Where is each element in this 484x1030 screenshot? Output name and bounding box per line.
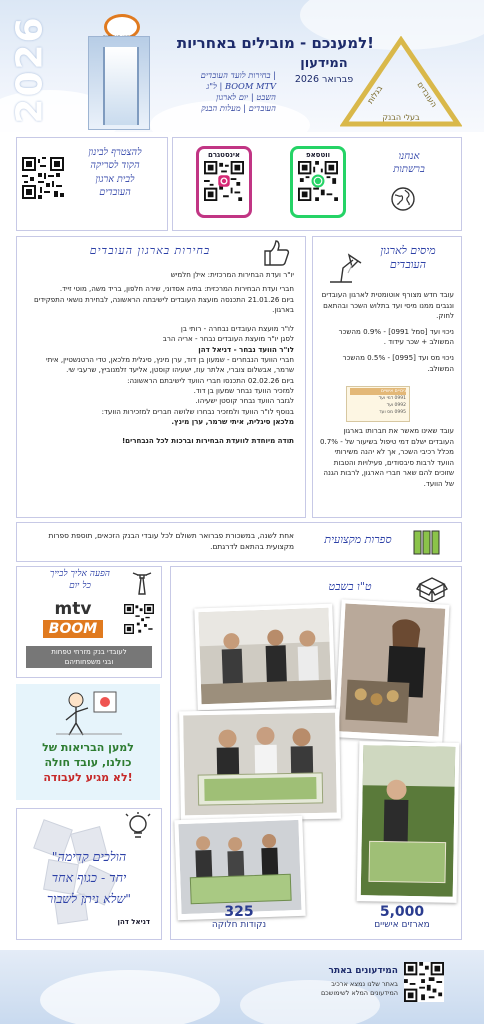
instagram-qr-code[interactable] <box>204 161 244 201</box>
instagram-card[interactable] <box>196 146 252 218</box>
gift-box-icon <box>416 572 448 602</box>
stat-label: נקודות חלוקה <box>211 920 267 930</box>
contents-line: בחירות לועד העובדים | <box>200 70 276 80</box>
tax-paragraph: עובד חדש מצורף אוטומטית לארגון העובדים ונגבים ממנו מיסי ועד בתלוש השכר ובהתאם לחוק. <box>321 290 454 321</box>
contents-line: ל"ג | BOOM MTV <box>206 81 276 91</box>
slip-row: 0995 מס ועד <box>379 410 406 415</box>
quote-line: "הולכים קדימה <box>51 849 127 864</box>
health-line: כולנו, עובד חולה <box>44 756 132 769</box>
elections-paragraph: מלכאן סיגלית, איתי שרמר, ערן מינץ. <box>171 416 294 426</box>
elections-paragraph: בנוסף לו"ר הוועד ולמזכיר נבחרו שלושה חברים למזכירות הוועד: <box>101 406 294 416</box>
join-qr-code[interactable] <box>22 157 64 199</box>
quote-line: יחד - כגוף אחד <box>51 870 127 885</box>
health-message <box>20 740 156 785</box>
triangle-logo-icon <box>340 36 462 128</box>
triangle-word: בעלי הבנק <box>382 113 420 122</box>
books-text: אחת לשנה, במשכורת פברואר תשולם לכל עובדי הבנק הזכאים, תוספת ספרות מקצועית בהתאם לדרגתם. <box>48 531 294 551</box>
quote-author: דניאל דהן <box>117 918 150 926</box>
lightbulb-icon <box>124 812 152 842</box>
tax-paragraph: ניכוי ועד [סמל 0991] - 0.9% מהשכר המשולב + שכר עידוד . <box>338 326 454 347</box>
books-icon <box>412 528 444 556</box>
elections-paragraph: לו"ר מועצת העובדים נבחרה - רותי בן <box>180 324 294 334</box>
globe-icon <box>390 186 416 212</box>
footer-title: המידעונים באתר <box>328 966 398 976</box>
elections-paragraph: ביום 21.01.26 התכנסה מועצת העובדים לישיבתה הראשונה, לבחירת נושאי התפקידים בארגון. <box>33 294 294 314</box>
join-line: לבית ארגון <box>95 173 135 185</box>
join-text <box>68 146 162 200</box>
event-photo <box>334 599 449 742</box>
tax-paragraph: ניכוי מס ועד [0995] - 0.5% מהשכר המשולב. <box>342 352 454 373</box>
health-line: לא מגיע לעבודה! <box>43 771 133 784</box>
health-line: למען הבריאות של <box>42 741 134 754</box>
event-photo <box>179 709 341 822</box>
elections-paragraph: יו"ר ועדת הבחירות המרכזית: אילן חלמיש <box>170 270 294 279</box>
triangle-word: העובדים <box>415 80 439 109</box>
contents-line: השבט | יום לארגון <box>216 92 276 102</box>
desk-lamp-icon <box>324 246 364 286</box>
contents-line: העובדים | מעלות הבנק <box>201 103 276 113</box>
stat-number: 325 <box>224 904 254 920</box>
social-title-line: ברשתות <box>393 164 425 175</box>
social-title-line: אנחנו <box>398 151 420 162</box>
mtv-caption <box>26 646 152 668</box>
quote-line: שלא ניתן לשבור" <box>46 891 132 906</box>
mtv-logo-top: mtv <box>54 599 92 619</box>
mtv-title-line: הפעה אליך לבייך <box>49 569 111 579</box>
stat-personal-packages <box>362 904 442 930</box>
event-photo <box>357 741 460 903</box>
join-line: להצטרף לבינון <box>88 147 142 158</box>
footer-text <box>286 966 398 998</box>
stat-distribution-points <box>204 904 274 930</box>
thumbs-up-icon <box>262 238 290 268</box>
elections-paragraph: לסגן יו"ר מועצת העובדים נבחר - אריה הרב <box>162 334 294 344</box>
triangle-word: בגלות <box>365 83 385 106</box>
stat-label: מארזים אישיים <box>374 920 430 930</box>
join-line: העובדים <box>99 187 131 199</box>
archive-qr-code[interactable] <box>404 962 444 1002</box>
elections-paragraph: תודה מיוחדת לוועדת הבחירות וברכות לכל הנבחרים! <box>121 436 294 446</box>
tax-body-2 <box>318 426 454 490</box>
mtv-title <box>30 568 130 592</box>
page-title: למענכם - מובילים באחריות! <box>176 34 374 52</box>
elections-paragraph: למזכיר הוועד נבחר שמעון בן דוד. <box>193 385 294 395</box>
elections-paragraph: ביום 02.02.26 התכנסו חברי הוועד לישיבתם הראשונה: <box>127 375 294 385</box>
footer-line: המידעונים המלא לשימושכם <box>320 989 398 997</box>
slip-row: 0991 דמי ועד <box>378 396 406 401</box>
slip-row: ניכויים אישיים <box>350 388 406 395</box>
mtv-title-line: כל יום <box>69 581 91 591</box>
elections-paragraph: לו"ר הוועד נבחר - דניאל דהן <box>198 344 294 354</box>
pay-slip-image <box>346 386 410 422</box>
slip-row: 0992 ועד <box>386 403 406 408</box>
mtv-caption-line: ובני משפחותיהם <box>64 658 114 666</box>
mtv-boom-logo <box>26 600 120 644</box>
footer-line: באתר שלנו נמצא ארכיב <box>331 980 398 988</box>
whatsapp-card[interactable] <box>290 146 346 218</box>
elections-body <box>26 270 294 446</box>
whatsapp-qr-code[interactable] <box>298 161 338 201</box>
tax-paragraph: עובד שאינו מאשר את חברותו בארגון העובדים ישלם דמי טיפול בשיעור של - 0.7% מכלל רכיבי השכר, אך לא יהנה משירותי הוועד לרבות סיבסודים, פעילויות והטבות שזוכים להם שאר חברי הארגון, לרבות הגנה של הוועד. <box>319 426 454 488</box>
lighthouse-icon <box>132 570 152 596</box>
quote-text <box>24 846 154 909</box>
magazine-date: פברואר 2026 <box>294 74 354 85</box>
elections-paragraph: לגזבר הוועד נבחר קוסטן ישעיהו. <box>195 396 294 406</box>
event-photo <box>194 604 335 711</box>
instagram-label: אינסטגרם <box>207 151 241 159</box>
tubishvat-title: ט"ו בשבט <box>328 580 372 593</box>
tax-title <box>360 244 456 272</box>
mtv-caption-line: לעובדי בנק מזרחי טפחות <box>51 648 127 656</box>
tax-title-line: העובדים <box>389 258 427 271</box>
sick-worker-illustration <box>54 686 124 738</box>
stat-number: 5,000 <box>379 904 425 920</box>
tax-body <box>318 290 454 374</box>
elections-paragraph: חברי ועדת הבחירות המרכזית: בתיה אסדוני, שירה חלפון, בריד משה, מוטי זייד. <box>59 284 294 294</box>
elections-title: בחירות בארגון העובדים <box>89 244 211 257</box>
door-image <box>88 36 150 130</box>
join-line: הקוד לסריקה <box>90 160 140 172</box>
tax-title-line: מיסים לארגון <box>380 244 436 257</box>
header-contents-list <box>160 70 276 114</box>
mtv-qr-code[interactable] <box>124 604 154 634</box>
mtv-logo-bottom: BOOM <box>43 620 103 638</box>
whatsapp-label: ווטסאפ <box>305 151 331 159</box>
elections-paragraph: חברי הוועד הנבחרים - שמעון בן דוד, ערן מינץ, סיגלית מלכאן, טדי הרטנשטיין, איתי שרמר, אבשלום צוברי, אלתר עוז, ישעיהו קוסטן, אליעד זלמנוביץ, שרעבי שי. <box>46 355 294 375</box>
social-title <box>364 150 454 176</box>
books-title: ספרות מקצועית <box>324 533 392 546</box>
year-label: 2026 <box>9 14 51 124</box>
magazine-name: המידעון <box>300 56 348 71</box>
